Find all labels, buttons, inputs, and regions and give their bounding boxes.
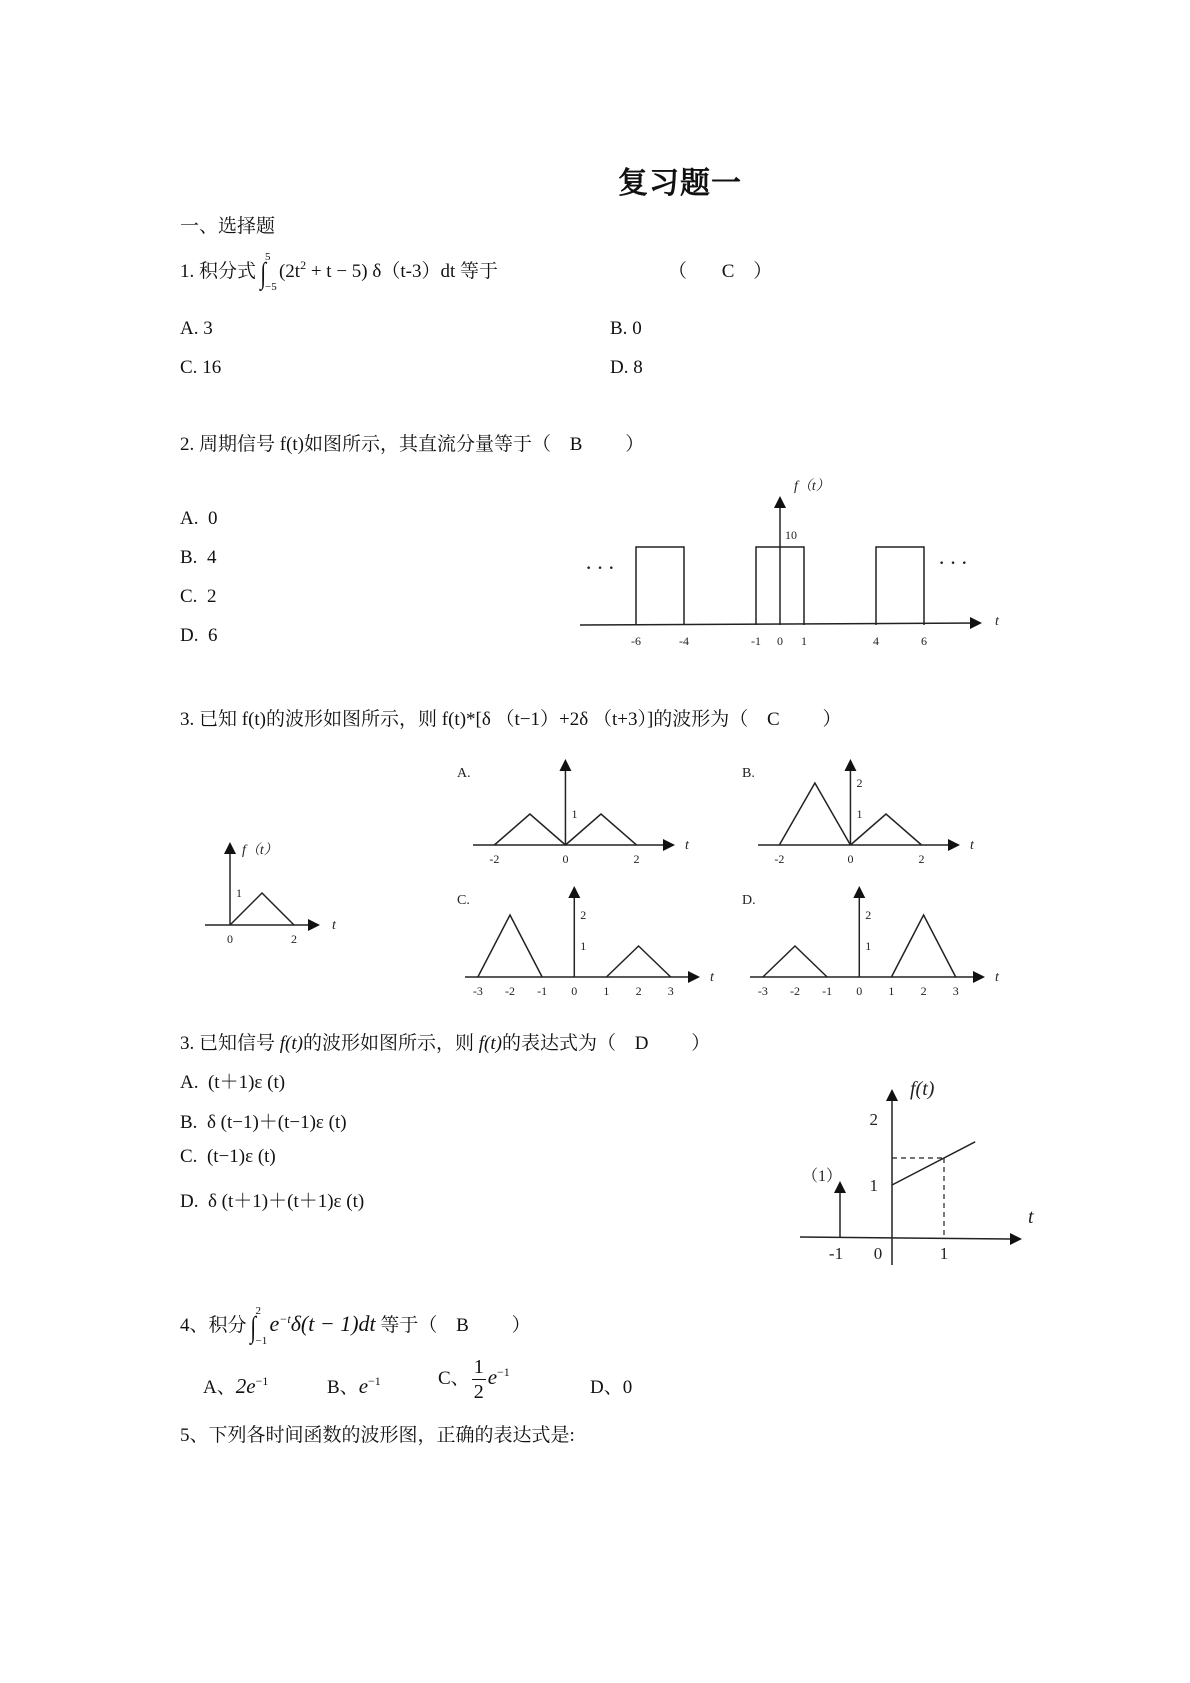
- q4-limits: [255, 1305, 270, 1347]
- pulse-0: [636, 547, 684, 625]
- q3-choice-c-waveform: [455, 882, 725, 1002]
- q2-option-b: B. 4: [180, 547, 217, 568]
- q3b-text-a: 已知信号: [199, 1033, 280, 1054]
- q3b-option-d: D. δ (t＋1)＋(t＋1)ε (t): [180, 1191, 365, 1212]
- x-axis-arrow-icon: [308, 919, 320, 931]
- q3b-text-b: 的波形如图所示，则: [302, 1033, 479, 1054]
- x-tick-label: 0: [227, 932, 233, 946]
- impulse-label: （1）: [802, 1168, 843, 1185]
- q3b-option-a: A. (t＋1)ε (t): [180, 1072, 286, 1093]
- x-tick-label: 2: [918, 852, 925, 866]
- y-axis-arrow-icon: [853, 886, 865, 898]
- q4-expr-sup: −t: [279, 1312, 291, 1326]
- q2-text: 周期信号 f(t)如图所示，其直流分量等于（: [199, 434, 552, 455]
- y-axis-label: f（t）: [242, 843, 278, 858]
- y-axis-label: f(t): [910, 1078, 935, 1100]
- x-tick-label: 6: [921, 634, 927, 648]
- x-axis-arrow-icon: [970, 617, 982, 629]
- y-tick-label: 1: [571, 807, 578, 821]
- x-tick-label: 4: [873, 634, 879, 648]
- q2-paren-close: ）: [625, 434, 645, 455]
- q1-option-b: B. 0: [610, 318, 642, 339]
- q1-paren-open: （: [668, 261, 688, 282]
- x-tick-label: -3: [472, 984, 483, 998]
- x-tick-label: 1: [603, 984, 610, 998]
- x-tick-label: 1: [939, 1244, 949, 1263]
- q4-expr-rest: δ(t − 1)dt: [290, 1311, 376, 1336]
- x-tick-label: -6: [631, 634, 641, 648]
- x-tick-label: -2: [505, 984, 515, 998]
- y-tick-label: 1: [869, 1176, 878, 1195]
- y-axis-arrow-icon: [844, 759, 856, 771]
- x-tick-label: 1: [888, 984, 895, 998]
- q3b-number: 3.: [180, 1033, 195, 1054]
- choice-label: A.: [457, 766, 471, 781]
- x-tick-label: 2: [635, 984, 642, 998]
- question-2: [180, 429, 644, 456]
- x-tick-label: 0: [856, 984, 863, 998]
- y-tick-label: 2: [869, 1110, 878, 1129]
- y-axis-arrow-icon: [559, 759, 571, 771]
- y-axis-arrow-icon: [886, 1089, 898, 1101]
- y-tick-label: 1: [865, 939, 872, 953]
- x-tick-label: 0: [777, 634, 783, 648]
- fraction: $\frac{1}{2}$: [473, 1356, 484, 1403]
- y-tick-label: 1: [580, 939, 587, 953]
- integral-icon: ∫: [250, 1311, 257, 1344]
- q3-choice-d-waveform: [740, 882, 1010, 1002]
- x-tick-label: -1: [537, 984, 548, 998]
- q1-limits: [264, 251, 279, 293]
- q4-option-a: A、$2e^{-1}$: [203, 1374, 269, 1398]
- q4-expr-e: e: [269, 1311, 280, 1336]
- triangle-0: [779, 783, 850, 845]
- q4-lower-limit: −1: [255, 1335, 268, 1347]
- triangle-0: [494, 814, 565, 845]
- pulse-2: [876, 547, 924, 625]
- x-axis-label: t: [995, 970, 999, 985]
- q3b-option-b: B. δ (t−1)＋(t−1)ε (t): [180, 1112, 347, 1133]
- q3-paren-close: ）: [822, 709, 842, 730]
- q3b-option-c: C. (t−1)ε (t): [180, 1146, 276, 1167]
- x-axis-label: t: [710, 970, 714, 985]
- q4-suffix: 等于（: [380, 1315, 438, 1336]
- q1-prefix: 积分式: [199, 261, 257, 282]
- q4-option-c: C、 $\frac{1}{2}$ $e^{-1}$: [438, 1356, 510, 1403]
- y-axis-label: f（t）: [794, 479, 830, 494]
- q3-choice-b-waveform: [740, 755, 990, 875]
- amplitude-label: 10: [785, 528, 797, 542]
- q2-option-d: D. 6: [180, 625, 218, 646]
- question-5: 5、下列各时间函数的波形图，正确的表达式是:: [180, 1425, 575, 1446]
- q1-integrand-a: (2t: [278, 261, 301, 282]
- x-axis-arrow-icon: [1010, 1233, 1022, 1245]
- y-tick-label: 2: [865, 908, 872, 922]
- triangle-1: [606, 946, 670, 977]
- q4-prefix: 积分: [208, 1315, 247, 1336]
- q2-option-c: C. 2: [180, 586, 217, 607]
- x-tick-label: 2: [633, 852, 640, 866]
- ellipsis-right: ···: [938, 550, 972, 575]
- q1-number: 1.: [180, 261, 195, 282]
- q4-paren-close: ）: [511, 1315, 531, 1336]
- x-axis-label: t: [332, 918, 336, 933]
- x-tick-label: 0: [873, 1244, 883, 1263]
- x-tick-label: -2: [790, 984, 800, 998]
- q3b-f1: f(t): [279, 1033, 303, 1054]
- choice-label: B.: [742, 766, 755, 781]
- q3-answer: C: [767, 709, 780, 730]
- q1-lower-limit: −5: [264, 281, 277, 293]
- q1-integrand-sup: 2: [300, 258, 307, 272]
- q3b-f2: f(t): [478, 1033, 502, 1054]
- q1-integrand-b: + t − 5) δ（t-3）dt 等于: [306, 261, 498, 282]
- x-axis-label: t: [685, 838, 689, 853]
- triangle-0: [478, 915, 542, 977]
- question-3b: [180, 1028, 710, 1055]
- q2-number: 2.: [180, 434, 195, 455]
- x-tick-label: -3: [757, 984, 768, 998]
- y-axis-arrow-icon: [774, 496, 786, 508]
- ramp-line: [892, 1142, 975, 1185]
- y-tick-label: 1: [236, 886, 242, 900]
- y-tick-label: 1: [856, 807, 863, 821]
- y-tick-label: 2: [580, 908, 587, 922]
- q3-choice-a-waveform: [455, 755, 705, 875]
- x-axis-arrow-icon: [973, 971, 985, 983]
- x-tick-label: 3: [952, 984, 959, 998]
- choice-label: D.: [742, 893, 756, 908]
- q4-answer: B: [456, 1315, 469, 1336]
- ellipsis-left: ···: [585, 555, 619, 580]
- x-tick-label: 0: [571, 984, 578, 998]
- x-axis-label: t: [1028, 1206, 1034, 1228]
- x-tick-label: -1: [822, 984, 833, 998]
- x-tick-label: -1: [828, 1244, 844, 1263]
- q4-option-d: D、0: [590, 1377, 633, 1398]
- triangle-0: [763, 946, 827, 977]
- q1-upper-limit: 5: [264, 251, 271, 263]
- q3-number: 3.: [180, 709, 195, 730]
- q4-option-b: B、$e^{-1}$: [327, 1374, 381, 1398]
- page-title: 复习题一: [618, 167, 742, 200]
- x-tick-label: -4: [679, 634, 689, 648]
- q1-option-c: C. 16: [180, 357, 222, 378]
- y-tick-label: 2: [856, 776, 863, 790]
- q4-number: 4、: [180, 1315, 209, 1336]
- q2-answer: B: [569, 434, 583, 455]
- integral-icon: ∫: [259, 257, 266, 290]
- x-tick-label: -2: [774, 852, 785, 866]
- q1-paren-close: ）: [753, 261, 773, 282]
- question-3: [180, 704, 842, 731]
- question-4: [180, 1305, 531, 1347]
- q1-option-d: D. 8: [610, 357, 643, 378]
- x-tick-label: 0: [562, 852, 569, 866]
- q3b-paren-close: ）: [691, 1033, 711, 1054]
- y-axis-arrow-icon: [568, 886, 580, 898]
- section-heading: 一、选择题: [180, 216, 276, 237]
- x-axis-arrow-icon: [948, 839, 960, 851]
- x-axis-label: t: [970, 838, 974, 853]
- x-tick-label: 2: [920, 984, 927, 998]
- x-tick-label: 0: [847, 852, 854, 866]
- x-tick-label: 3: [667, 984, 674, 998]
- x-axis-label: t: [995, 614, 999, 629]
- x-tick-label: -1: [751, 634, 761, 648]
- x-axis-arrow-icon: [688, 971, 700, 983]
- q4-upper-limit: 2: [255, 1305, 261, 1317]
- x-axis-arrow-icon: [663, 839, 675, 851]
- q1-option-a: A. 3: [180, 318, 213, 339]
- y-axis-arrow-icon: [224, 842, 236, 854]
- question-1: [180, 251, 498, 293]
- x-tick-label: 1: [801, 634, 807, 648]
- q3b-text-c: 的表达式为（: [501, 1033, 616, 1054]
- x-tick-label: 2: [291, 932, 297, 946]
- q3b-answer: D: [634, 1033, 649, 1054]
- q3-given-waveform: [200, 830, 360, 950]
- q3-text: 已知 f(t)的波形如图所示，则 f(t)*[δ （t−1）+2δ （t+3）]的波形为（: [199, 709, 749, 730]
- choice-label: C.: [457, 893, 470, 908]
- x-tick-label: -2: [489, 852, 500, 866]
- q1-answer-paren: [668, 256, 772, 283]
- q2-periodic-signal-figure: [580, 470, 1020, 670]
- x-axis: [800, 1237, 1010, 1239]
- q1-answer: C: [721, 261, 735, 282]
- q3b-signal-figure: [790, 1075, 1050, 1275]
- q2-option-a: A. 0: [180, 508, 218, 529]
- triangle-1: [891, 915, 955, 977]
